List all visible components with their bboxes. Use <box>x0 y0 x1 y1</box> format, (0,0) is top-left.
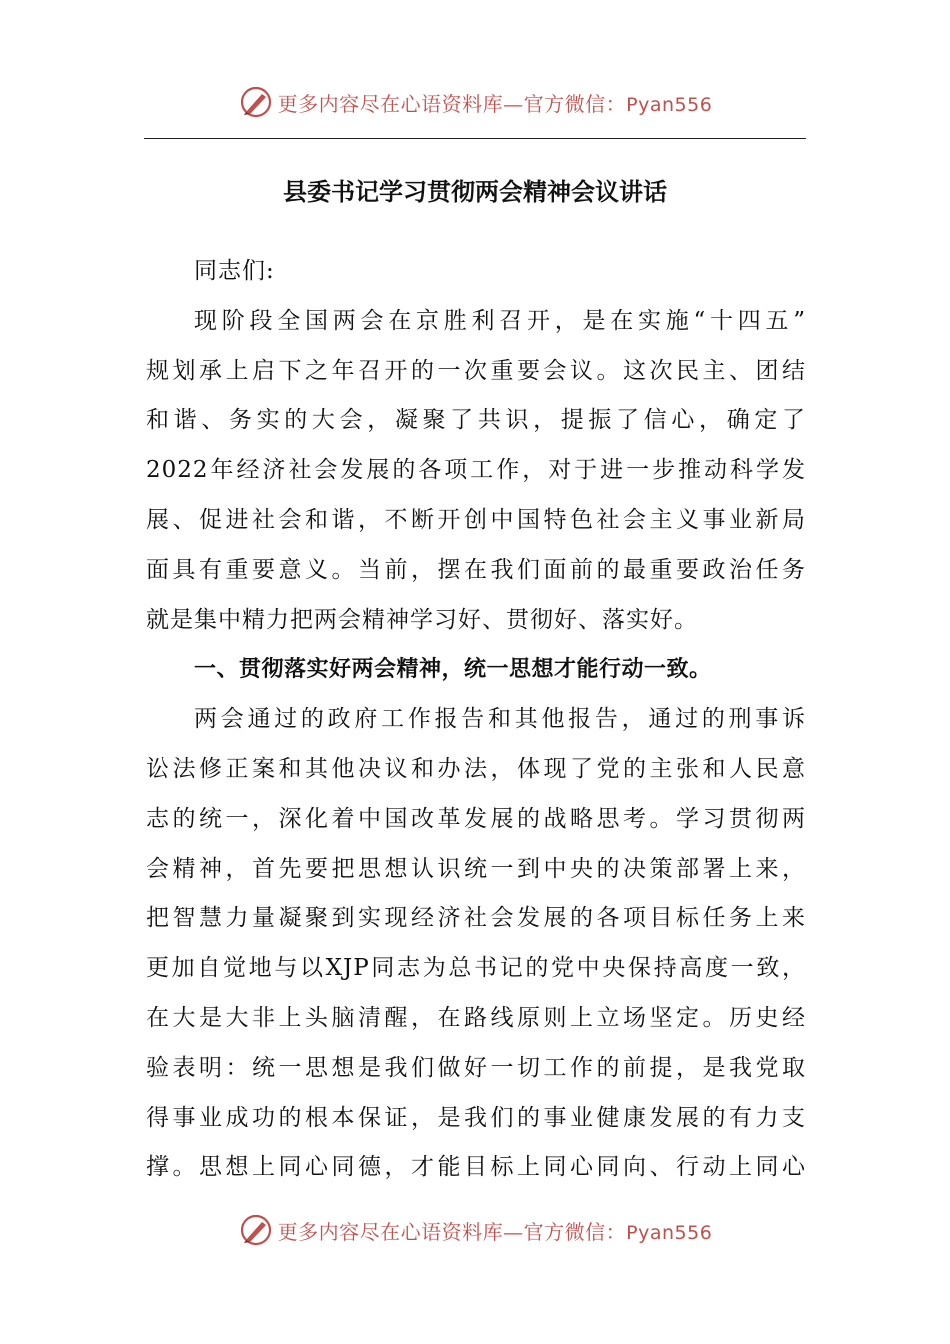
header-watermark <box>0 82 950 122</box>
section-heading: 一、贯彻落实好两会精神，统一思想才能行动一致。 <box>194 657 712 683</box>
salutation: 同志们: <box>194 258 275 284</box>
body-line: 志的统一，深化着中国改革发展的战略思考。学习贯彻两 <box>146 805 806 832</box>
body-line: 2022年经济社会发展的各项工作，对于进一步推动科学发 <box>146 457 806 484</box>
body-line: 会精神，首先要把思想认识统一到中央的决策部署上来， <box>146 855 806 882</box>
document-title: 县委书记学习贯彻两会精神会议讲话 <box>283 177 667 206</box>
body-line: 规划承上启下之年召开的一次重要会议。这次民主、团结 <box>146 357 806 384</box>
body-line: 在大是大非上头脑清醒，在路线原则上立场坚定。历史经 <box>146 1004 806 1031</box>
body-line: 讼法修正案和其他决议和办法，体现了党的主张和人民意 <box>146 755 806 782</box>
body-line: 两会通过的政府工作报告和其他报告，通过的刑事诉 <box>194 706 806 733</box>
watermark-text-cn: 更多内容尽在心语资料库—官方微信： <box>277 91 627 116</box>
body-line: 把智慧力量凝聚到实现经济社会发展的各项目标任务上来 <box>146 905 806 932</box>
footer-watermark <box>0 1210 950 1250</box>
pen-logo-icon <box>238 84 274 120</box>
pen-logo-icon <box>238 1212 274 1248</box>
body-line: 展、促进社会和谐，不断开创中国特色社会主义事业新局 <box>146 506 806 533</box>
watermark-text-en: Pyan556 <box>626 93 713 116</box>
body-line: 就是集中精力把两会精神学习好、贯彻好、落实好。 <box>146 606 698 633</box>
body-line: 更加自觉地与以XJP同志为总书记的党中央保持高度一致， <box>146 955 806 982</box>
header-divider <box>144 138 806 139</box>
body-line: 和谐、务实的大会，凝聚了共识，提振了信心，确定了 <box>146 407 806 434</box>
document-body <box>146 247 806 1193</box>
body-line: 面具有重要意义。当前，摆在我们面前的最重要政治任务 <box>146 556 806 583</box>
body-line: 撑。思想上同心同德，才能目标上同心同向、行动上同心 <box>146 1154 806 1181</box>
watermark-text-en: Pyan556 <box>626 1221 713 1244</box>
body-line: 得事业成功的根本保证，是我们的事业健康发展的有力支 <box>146 1104 806 1131</box>
watermark-text-cn: 更多内容尽在心语资料库—官方微信： <box>277 1219 627 1244</box>
watermark-text <box>278 88 713 117</box>
body-line: 现阶段全国两会在京胜利召开，是在实施“十四五” <box>194 307 806 334</box>
body-line: 验表明：统一思想是我们做好一切工作的前提，是我党取 <box>146 1054 806 1081</box>
watermark-text <box>278 1216 713 1245</box>
